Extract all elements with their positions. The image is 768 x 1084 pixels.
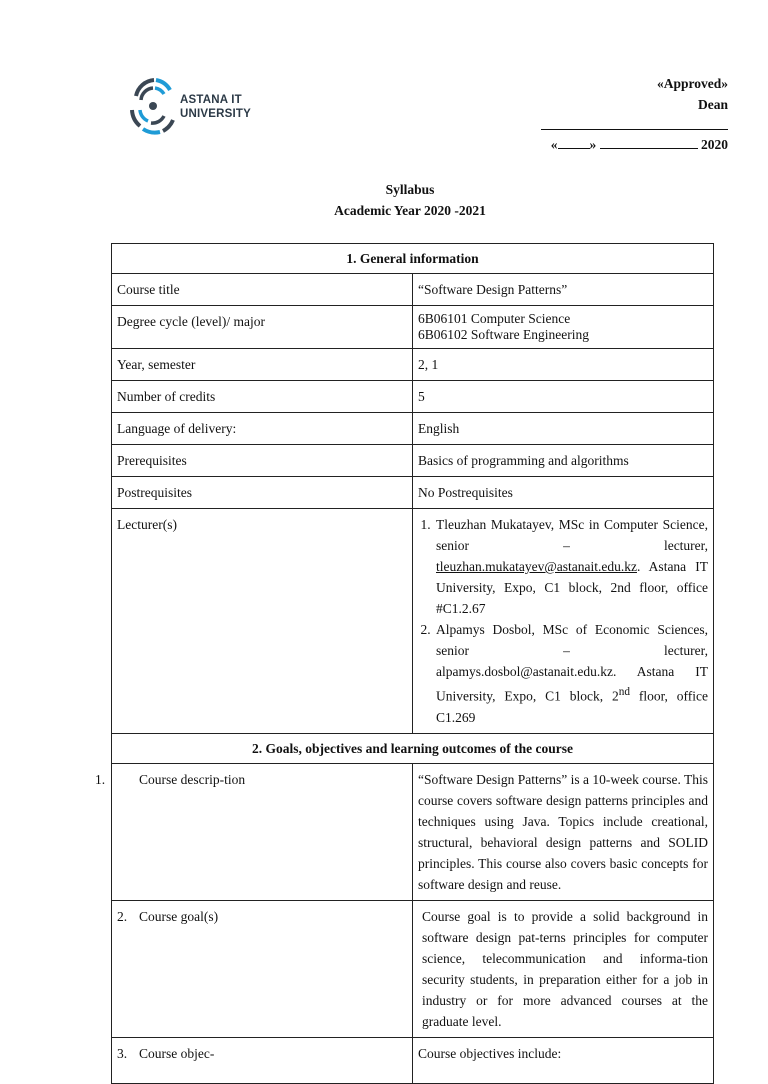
dean-label: Dean [698, 97, 728, 112]
row-label-text: Course descrip-tion [139, 771, 246, 787]
table-row [112, 413, 714, 445]
row-value: “Software Design Patterns” is a 10-week course. This course covers software design patterns principles and techniques using Java. Topics include creational, structural, behavioral design patterns and SOLID principles. This course also covers basic concepts for software design and reuse. [413, 763, 714, 900]
row-label: Course title [112, 274, 413, 306]
row-value: No Postrequisites [413, 477, 714, 509]
row-value: Course objectives include: [413, 1037, 714, 1083]
date-year: 2020 [701, 137, 728, 152]
row-label: Lecturer(s) [112, 509, 413, 734]
signature-line [541, 129, 728, 130]
row-number: 1. [95, 771, 106, 787]
date-quote-open: « [550, 137, 558, 152]
table-row [112, 477, 714, 509]
section-header-goals [112, 733, 714, 763]
approved-label: «Approved» [656, 76, 728, 91]
row-label-text: Course objec- [139, 1045, 215, 1061]
lecturer-2-text: Alpamys Dosbol, MSc of Economic Sciences, senior – lecturer, alpamys.dosbol@astanait.edu.kz. Astana IT University, Expo, C1 block, 2 [436, 622, 708, 704]
list-item [434, 619, 708, 728]
date-month-blank [600, 137, 698, 149]
row-label: Number of credits [112, 381, 413, 413]
university-logo [126, 74, 260, 140]
table-row [112, 1037, 714, 1083]
lecturer-2-sup: nd [618, 686, 630, 698]
row-value: 5 [413, 381, 714, 413]
row-label: Year, semester [112, 349, 413, 381]
logo-emblem-icon [126, 74, 178, 140]
academic-year: Academic Year 2020 -2021 [334, 203, 486, 218]
date-quote-close: » [589, 137, 597, 152]
approval-date [551, 137, 728, 153]
degree-major-2: 6B06102 Software Engineering [418, 327, 589, 342]
table-row [112, 763, 714, 900]
table-row [112, 381, 714, 413]
lecturer-1-email-link[interactable]: tleuzhan.mukatayev@astanait.edu.kz [436, 559, 637, 574]
table-row [112, 445, 714, 477]
table-row [112, 900, 714, 1037]
list-item [434, 514, 708, 619]
row-number: 3. [117, 1045, 128, 1061]
lecturer-2-rest: floor, office C1.269 [436, 688, 708, 725]
section-header-general [112, 244, 714, 274]
row-label: Degree cycle (level)/ major [112, 306, 413, 349]
row-value: 2, 1 [413, 349, 714, 381]
table-row [112, 349, 714, 381]
row-value: Basics of programming and algorithms [413, 445, 714, 477]
lecturer-1-text: Tleuzhan Mukatayev, MSc in Computer Science, senior – lecturer, [436, 517, 708, 553]
row-value [413, 509, 714, 734]
row-label [112, 900, 413, 1037]
row-number: 2. [117, 908, 128, 924]
table-row [112, 306, 714, 349]
logo-text-line2: UNIVERSITY [180, 108, 252, 120]
syllabus-title: Syllabus [385, 182, 435, 197]
row-label: Language of delivery: [112, 413, 413, 445]
document-title [0, 179, 768, 221]
row-value [413, 306, 714, 349]
lecturer-list [418, 514, 708, 728]
row-label [95, 763, 413, 900]
approval-block [657, 73, 728, 115]
row-value: English [413, 413, 714, 445]
lecturer-1-rest: . Astana IT University, Expo, C1 block, 2nd floor, office #C1.2.67 [436, 559, 708, 616]
table-row [112, 509, 714, 734]
row-label-text: Course goal(s) [139, 908, 219, 924]
section-title: 2. Goals, objectives and learning outcomes of the course [112, 733, 714, 763]
logo-text-line1: ASTANA IT [180, 94, 242, 106]
table-row [112, 274, 714, 306]
row-value: “Software Design Patterns” [413, 274, 714, 306]
row-label: Prerequisites [112, 445, 413, 477]
row-label: Postrequisites [112, 477, 413, 509]
section-title: 1. General information [112, 244, 714, 274]
syllabus-table [95, 243, 714, 1084]
degree-major-1: 6B06101 Computer Science [418, 311, 571, 326]
row-value: Course goal is to provide a solid background in software design pat-terns principles for computer science, telecommunication and informa-tion security students, in preparation either for a job in industry or for more advanced courses at the graduate level. [413, 900, 714, 1037]
row-label [112, 1037, 413, 1083]
date-day-blank [558, 137, 590, 149]
